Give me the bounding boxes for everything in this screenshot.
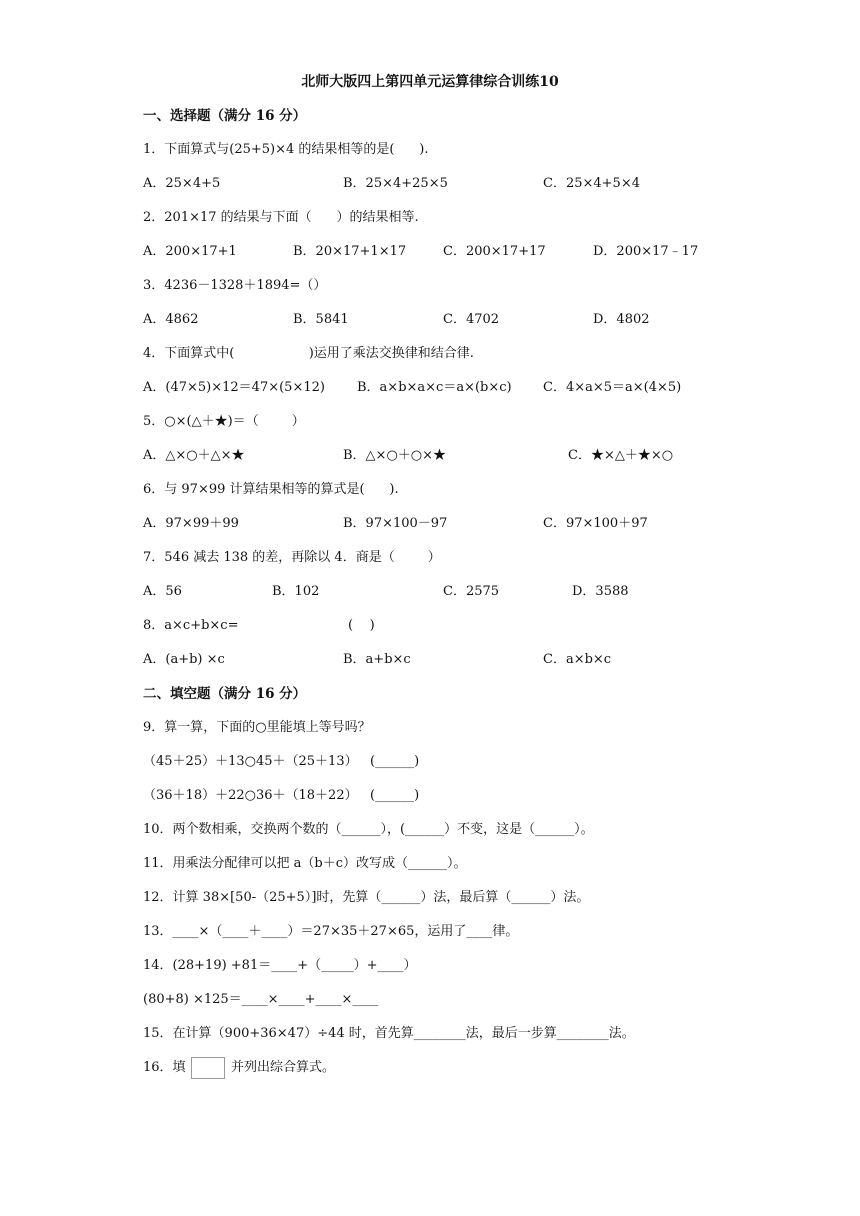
question-16-prefix: 16．填: [143, 1060, 186, 1075]
question-5-option-b: B．△×○＋○×★: [343, 448, 447, 463]
question-3-option-d: D．4802: [593, 312, 650, 327]
question-7-option-d: D．3588: [572, 584, 629, 599]
question-14-line-1: 14．(28+19) +81＝____+（_____）+____）: [143, 958, 417, 973]
question-6-stem: 6．与 97×99 计算结果相等的算式是( ).: [143, 482, 399, 497]
question-1-stem: 1．下面算式与(25+5)×4 的结果相等的是( ).: [143, 142, 429, 157]
question-7-option-c: C．2575: [443, 584, 500, 599]
question-2-option-d: D．200×17﹣17: [593, 244, 699, 259]
question-1-option-c: C．25×4+5×4: [543, 176, 640, 191]
question-2-option-b: B．20×17+1×17: [293, 244, 407, 259]
question-8-answer-paren: ( ): [348, 618, 375, 633]
question-5-stem: 5．○×(△＋★)＝（ ）: [143, 414, 305, 429]
question-3-option-b: B．5841: [293, 312, 349, 327]
question-2-option-c: C．200×17+17: [443, 244, 546, 259]
question-5-option-c: C．★×△＋★×○: [568, 448, 674, 463]
question-7-option-a: A．56: [143, 584, 182, 599]
question-11-stem: 11．用乘法分配律可以把 a（b＋c）改写成（______）。: [143, 856, 467, 871]
question-6-option-c: C．97×100＋97: [543, 516, 648, 531]
question-3-option-c: C．4702: [443, 312, 500, 327]
question-4-stem: 4．下面算式中( )运用了乘法交换律和结合律.: [143, 346, 474, 361]
question-7-stem: 7．546 减去 138 的差，再除以 4．商是（ ）: [143, 550, 441, 565]
question-7-option-b: B．102: [272, 584, 320, 599]
question-4-option-c: C．4×a×5＝a×(4×5): [543, 380, 682, 395]
question-1-option-b: B．25×4+25×5: [343, 176, 448, 191]
question-1-option-a: A．25×4+5: [143, 176, 221, 191]
question-6-option-b: B．97×100－97: [343, 516, 448, 531]
question-4-option-a: A．(47×5)×12＝47×(5×12): [143, 380, 325, 395]
question-8-option-a: A．(a+b) ×c: [143, 652, 225, 667]
section-heading-fill: 二、填空题（满分 16 分）: [143, 686, 307, 702]
page-title: 北师大版四上第四单元运算律综合训练10: [301, 74, 559, 90]
question-9-line-1: （45＋25）＋13○45＋（25＋13） (______): [143, 754, 420, 769]
question-2-option-a: A．200×17+1: [143, 244, 237, 259]
question-16-answer-box[interactable]: [191, 1057, 225, 1079]
question-9-stem: 9．算一算，下面的○里能填上等号吗？: [143, 720, 371, 735]
question-15-stem: 15．在计算（900+36×47）÷44 时，首先算________法，最后一步算________法。: [143, 1026, 635, 1041]
question-5-option-a: A．△×○＋△×★: [143, 448, 245, 463]
question-6-option-a: A．97×99＋99: [143, 516, 239, 531]
question-13-stem: 13．____×（____＋____）＝27×35＋27×65，运用了____律。: [143, 924, 519, 939]
section-heading-choice: 一、选择题（满分 16 分）: [143, 108, 307, 124]
question-16-suffix: 并列出综合算式。: [231, 1060, 336, 1075]
question-9-line-2: （36＋18）＋22○36＋（18＋22） (______): [143, 788, 420, 803]
question-3-option-a: A．4862: [143, 312, 199, 327]
question-4-option-b: B．a×b×a×c＝a×(b×c): [357, 380, 512, 395]
question-14-line-2: (80+8) ×125＝____×____+____×____: [143, 992, 379, 1007]
question-2-stem: 2．201×17 的结果与下面（ ）的结果相等.: [143, 210, 419, 225]
question-8-option-b: B．a+b×c: [343, 652, 411, 667]
question-12-stem: 12．计算 38×[50-（25+5）]时，先算（______）法，最后算（______）法。: [143, 890, 590, 905]
question-10-stem: 10．两个数相乘，交换两个数的（______），(______）不变，这是（______）。: [143, 822, 594, 837]
question-8-option-c: C．a×b×c: [543, 652, 612, 667]
question-3-stem: 3．4236－1328＋1894=（）: [143, 278, 327, 293]
question-8-stem: 8．a×c+b×c=: [143, 618, 239, 633]
